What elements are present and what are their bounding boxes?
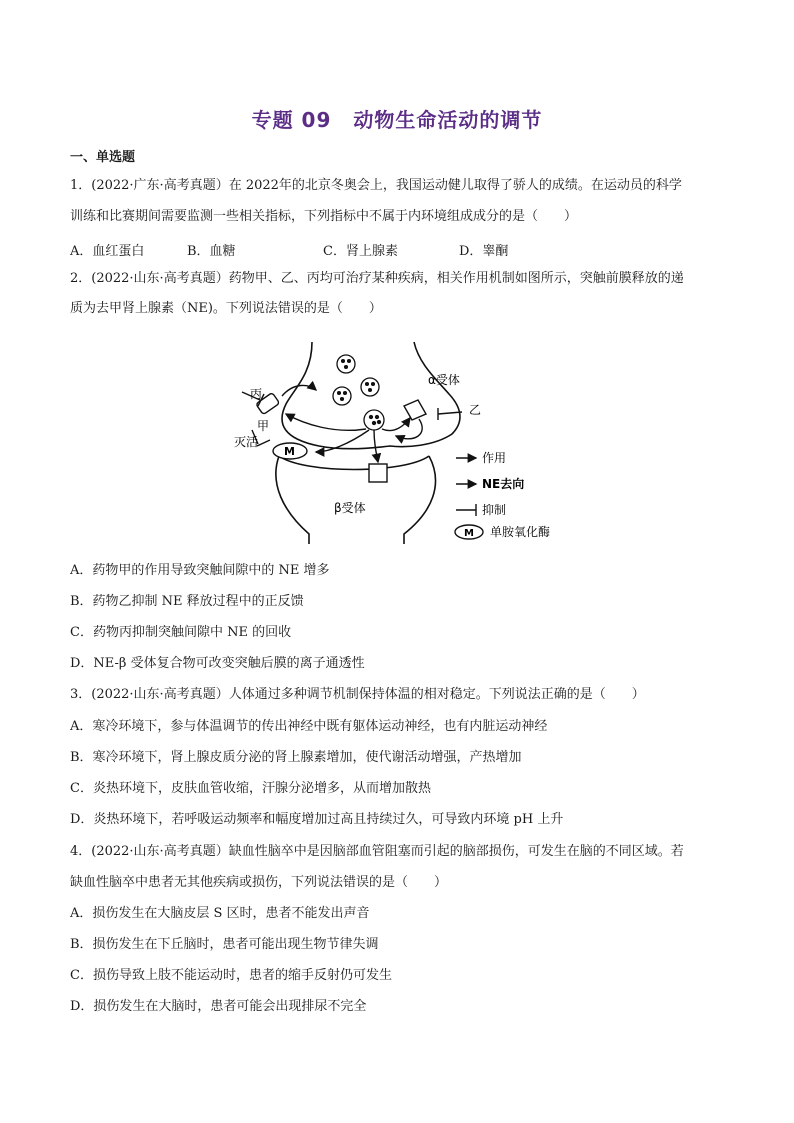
beta-receptor [369,464,387,482]
q1-option-a: A．血红蛋白 [70,244,145,259]
q4-option-a: A．损伤发生在大脑皮层 S 区时，患者不能发出声音 [70,906,370,921]
alpha-receptor [404,400,426,420]
mao-symbol: M [284,445,295,458]
legend-mao: 单胺氧化酶 [490,525,551,539]
label-miehuo: 灭活 [234,435,259,449]
legend-mao-symbol: M [464,528,474,539]
q4-option-c: C．损伤导致上肢不能运动时，患者的缩手反射仍可发生 [70,968,392,983]
q2-stem-line2: 质为去甲肾上腺素（NE)。下列说法错误的是（ ） [70,301,382,316]
q1-option-c: C．肾上腺素 [323,244,398,259]
q1-stem-line2: 训练和比赛期间需要监测一些相关指标，下列指标中不属于内环境组成成分的是（ ） [70,209,578,224]
legend [455,451,550,539]
q2-option-b: B．药物乙抑制 NE 释放过程中的正反馈 [70,594,304,609]
q2-stem-line1: 2．(2022·山东·高考真题）药物甲、乙、丙均可治疗某种疾病，相关作用机制如图所示，突触前膜释放的递 [70,271,684,286]
q3-option-c: C．炎热环境下，皮肤血管收缩，汗腺分泌增多，从而增加散热 [70,781,431,796]
q1-option-b: B．血糖 [187,244,236,259]
label-yi: 乙 [469,403,482,417]
legend-action: 作用 [482,451,507,465]
vesicles [333,355,384,430]
q4-stem-line2: 缺血性脑卒中患者无其他疾病或损伤，下列说法错误的是（ ） [70,875,448,890]
synapse-diagram [224,334,564,549]
q1-option-d: D．睾酮 [459,244,509,259]
page-title [0,104,794,133]
q3-option-a: A．寒冷环境下，参与体温调节的传出神经中既有躯体运动神经，也有内脏运动神经 [70,719,548,734]
q1-options [70,240,508,259]
label-jia: 甲 [257,419,270,433]
q2-option-c: C．药物丙抑制突触间隙中 NE 的回收 [70,625,292,640]
q3-option-d: D．炎热环境下，若呼吸运动频率和幅度增加过高且持续过久，可导致内环境 pH 上升 [70,812,564,827]
q2-option-d: D．NE-β 受体复合物可改变突触后膜的离子通透性 [70,656,365,671]
q4-option-b: B．损伤发生在下丘脑时，患者可能出现生物节律失调 [70,937,379,952]
label-beta-receptor: β受体 [334,501,366,515]
q3-stem: 3．(2022·山东·高考真题）人体通过多种调节机制保持体温的相对稳定。下列说法正确的是（ ） [70,687,645,702]
legend-inhibit: 抑制 [482,503,507,517]
q4-stem-line1: 4．(2022·山东·高考真题）缺血性脑卒中是因脑部血管阻塞而引起的脑部损伤，可发生在脑的不同区域。若 [70,844,684,859]
postsynaptic-membrane [276,456,436,544]
q2-option-a: A．药物甲的作用导致突触间隙中的 NE 增多 [70,563,330,578]
title-main: 动物生命活动的调节 [353,108,543,132]
legend-ne-direction: NE去向 [482,477,525,491]
title-prefix: 专题 09 [251,108,332,132]
q3-option-b: B．寒冷环境下，肾上腺皮质分泌的肾上腺素增加，使代谢活动增强，产热增加 [70,750,522,765]
section-heading: 一、单选题 [70,150,136,165]
label-alpha-receptor: α受体 [428,373,460,387]
q1-stem-line1: 1．(2022·广东·高考真题）在 2022年的北京冬奥会上，我国运动健儿取得了骄人的成绩。在运动员的科学 [70,178,682,193]
label-bing: 丙 [250,387,263,401]
q4-option-d: D．损伤发生在大脑时，患者可能会出现排尿不完全 [70,999,367,1014]
